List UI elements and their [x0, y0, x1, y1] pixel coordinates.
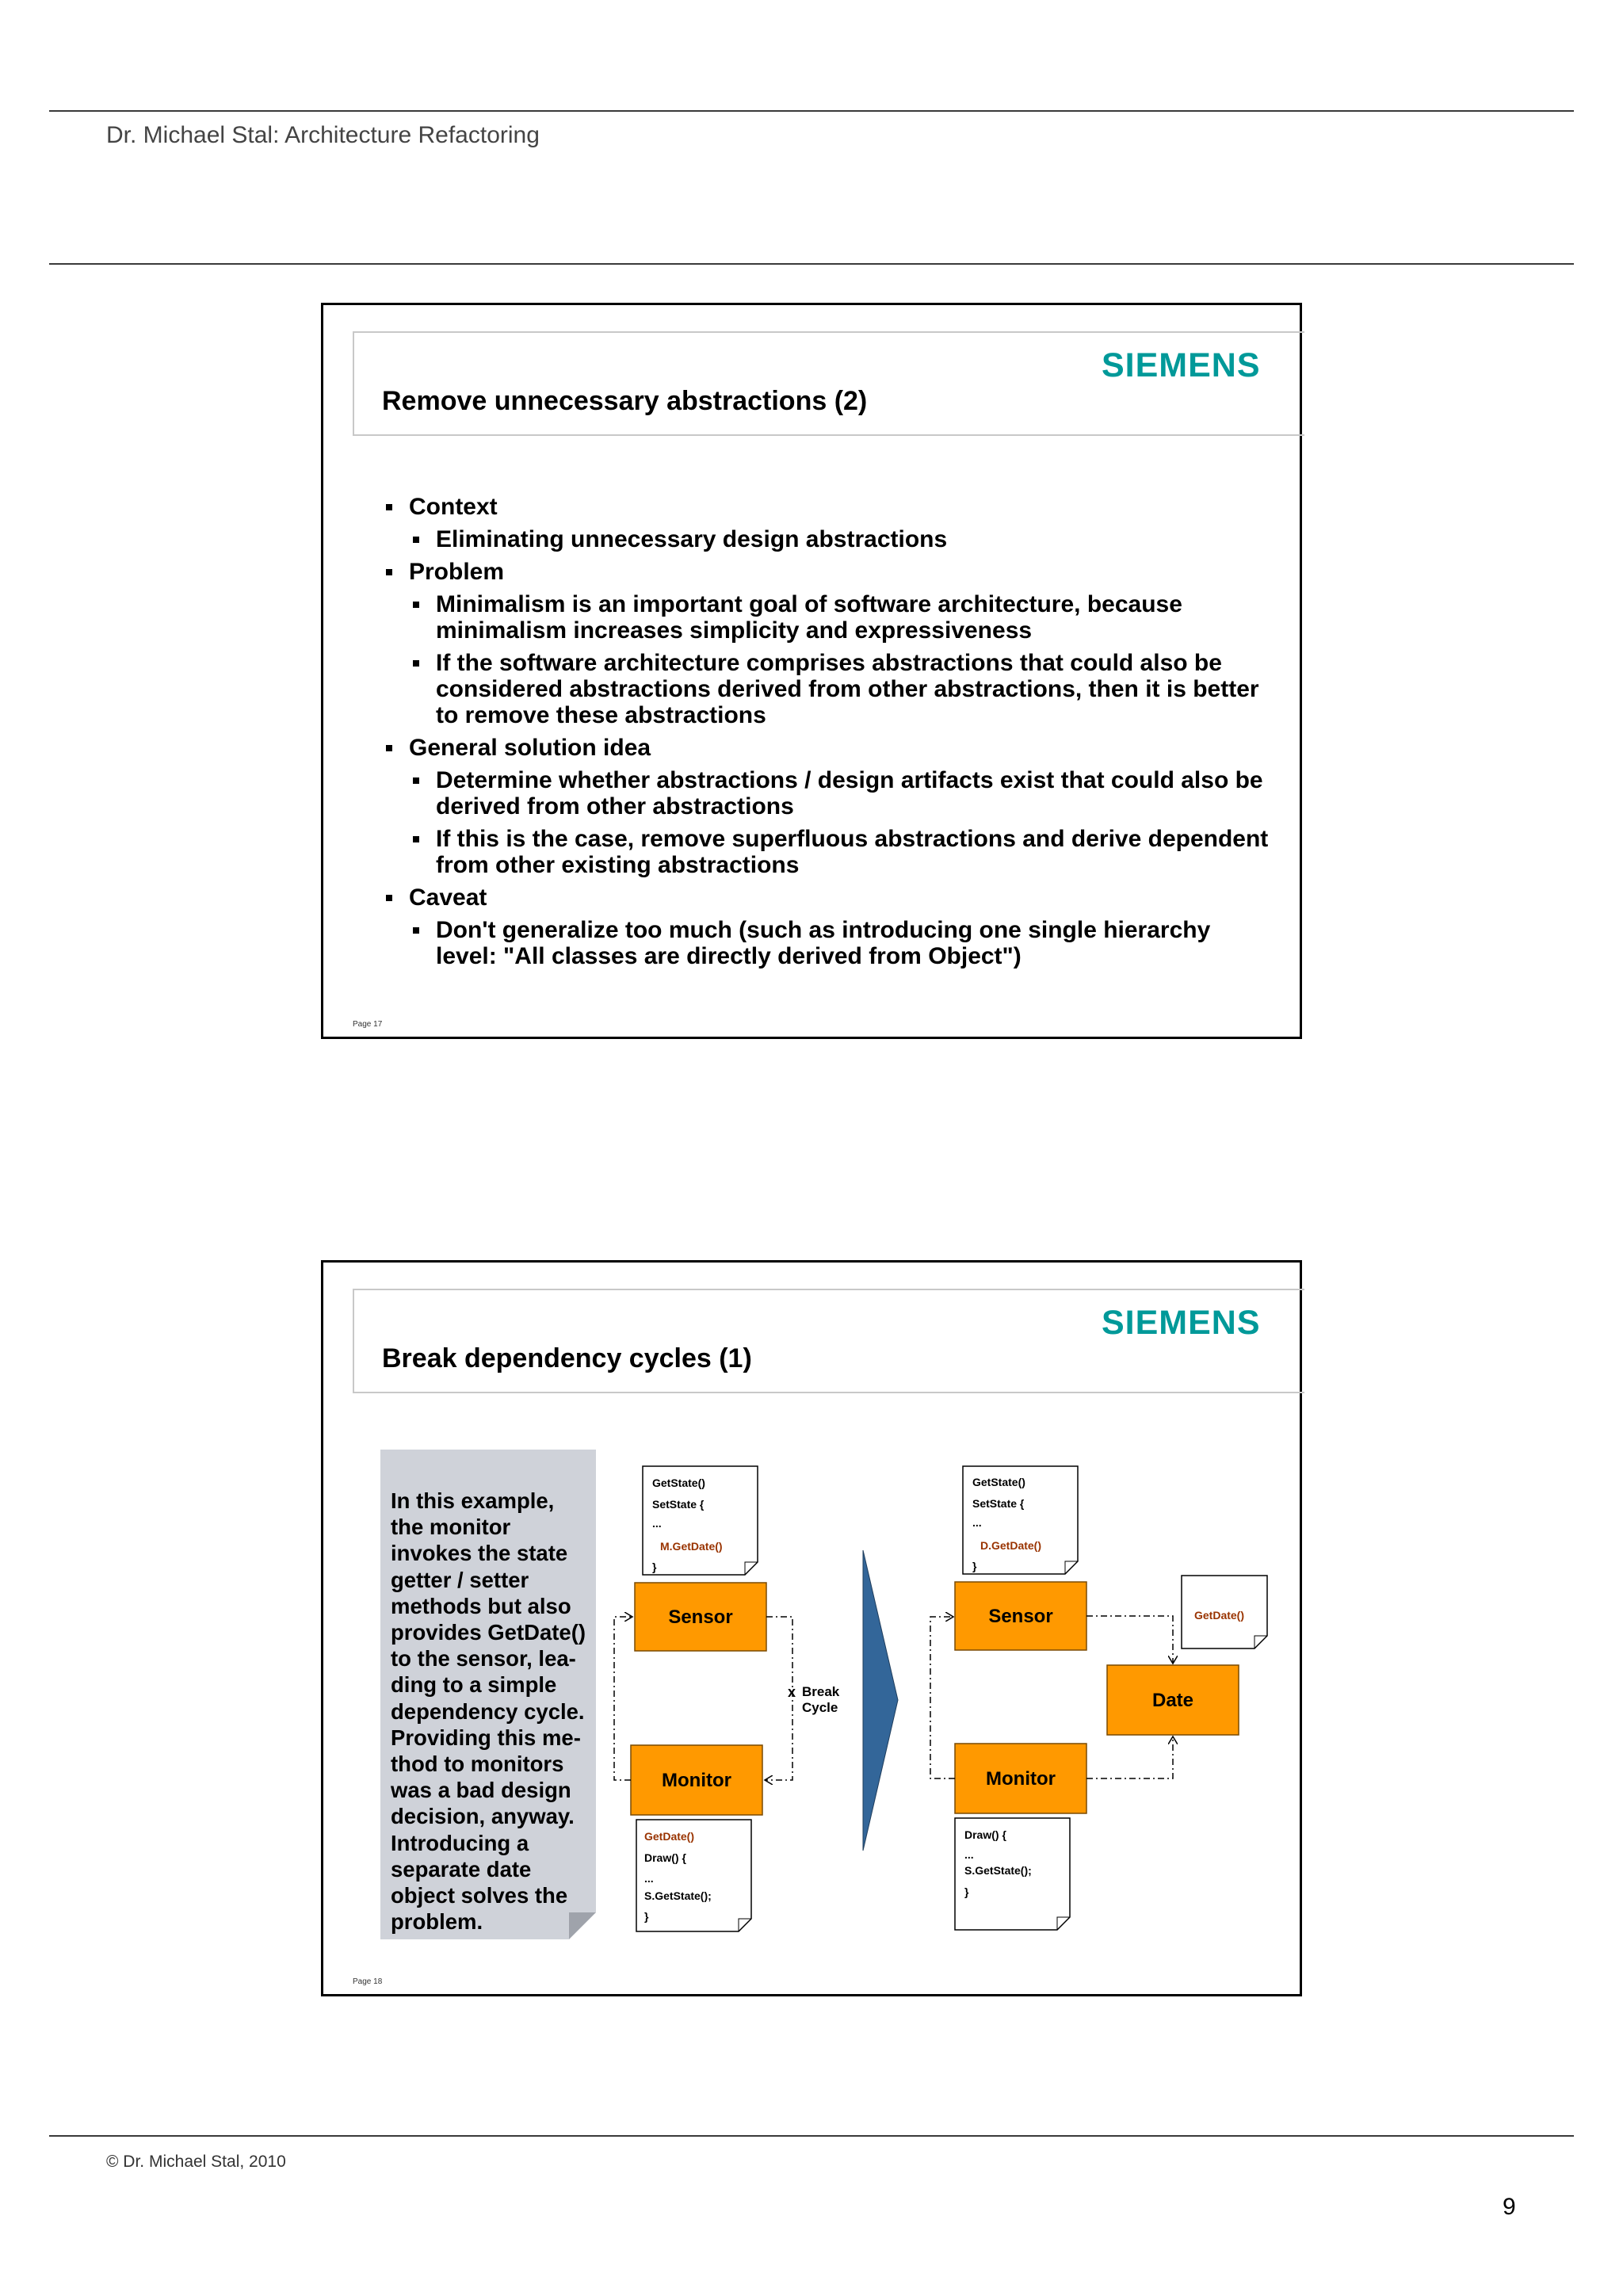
- siemens-logo: SIEMENS: [1102, 1304, 1261, 1342]
- code-line: }: [964, 1885, 969, 1898]
- bullet-list: [382, 487, 1277, 969]
- code-line-highlight: D.GetDate(): [980, 1539, 1042, 1552]
- bullet-item: Context: [382, 494, 1277, 520]
- bullet-item: Caveat: [382, 884, 1277, 911]
- code-line: GetState(): [972, 1476, 1025, 1488]
- note-line: problem.: [391, 1909, 483, 1935]
- code-line: }: [644, 1910, 649, 1923]
- note-line: was a bad design: [391, 1778, 571, 1803]
- sensor-label: Sensor: [988, 1606, 1053, 1627]
- break-mark: x: [788, 1684, 796, 1700]
- slide-page-label: Page 17: [353, 1020, 383, 1029]
- dependency-monitor-to-sensor: [930, 1617, 955, 1778]
- note-line: invokes the state: [391, 1541, 568, 1566]
- note-line: thod to monitors: [391, 1752, 564, 1777]
- bullet-item: General solution idea: [382, 735, 1277, 761]
- code-line: GetState(): [652, 1477, 705, 1489]
- slide-title: Break dependency cycles (1): [382, 1343, 752, 1373]
- code-line-highlight: GetDate(): [1194, 1609, 1245, 1622]
- code-line: }: [972, 1560, 977, 1572]
- slide-remove-abstractions: [321, 303, 1302, 1039]
- dependency-sensor-to-date: [1086, 1616, 1173, 1664]
- code-line: SetState {: [972, 1497, 1025, 1510]
- dependency-monitor-to-date: [1086, 1736, 1173, 1778]
- note-line: getter / setter: [391, 1567, 529, 1592]
- slide-break-dependency-cycles: [321, 1260, 1302, 1996]
- sub-bullet-item: If the software architecture comprises abstractions that could also be considered abstractions derived from other abstractions, then it is better to remove these abstractions: [382, 650, 1277, 728]
- date-label: Date: [1151, 1690, 1194, 1711]
- monitor-label: Monitor: [662, 1770, 731, 1791]
- code-line: Draw() {: [644, 1851, 686, 1864]
- dependency-monitor-to-sensor: [614, 1617, 632, 1780]
- note-line: to the sensor, lea-: [391, 1646, 576, 1671]
- break-cycle-label: Cycle: [802, 1700, 838, 1715]
- slide-page-label: Page 18: [353, 1977, 383, 1986]
- code-line: Draw() {: [964, 1828, 1006, 1841]
- bullet-item: Problem: [382, 559, 1277, 585]
- transformation-arrow: [863, 1550, 898, 1851]
- dependency-diagram: [323, 1263, 1304, 1999]
- siemens-logo: SIEMENS: [1102, 346, 1261, 384]
- code-line: SetState {: [652, 1498, 705, 1511]
- note-line: dependency cycle.: [391, 1698, 585, 1724]
- code-line: ...: [652, 1517, 662, 1530]
- note-line: Introducing a: [391, 1830, 529, 1855]
- footer-copyright: © Dr. Michael Stal, 2010: [106, 2153, 286, 2171]
- sub-bullet-item: Eliminating unnecessary design abstractions: [382, 526, 1277, 552]
- note-line: Providing this me-: [391, 1725, 581, 1750]
- code-line: ...: [644, 1872, 654, 1885]
- code-line-highlight: GetDate(): [644, 1830, 695, 1843]
- note-line: separate date: [391, 1856, 532, 1881]
- sensor-label: Sensor: [668, 1606, 733, 1628]
- note-line: In this example,: [391, 1488, 555, 1513]
- sub-bullet-item: Determine whether abstractions / design artifacts exist that could also be derived from other abstractions: [382, 767, 1277, 819]
- code-line: S.GetState();: [964, 1864, 1032, 1877]
- code-line: ...: [964, 1848, 974, 1861]
- header-rule-top: [49, 110, 1574, 112]
- header-rule-bottom: [49, 263, 1574, 265]
- code-line-highlight: M.GetDate(): [660, 1540, 723, 1553]
- footer-rule: [49, 2135, 1574, 2137]
- note-line: decision, anyway.: [391, 1804, 575, 1829]
- slide-title: Remove unnecessary abstractions (2): [382, 386, 868, 416]
- monitor-label: Monitor: [986, 1768, 1056, 1790]
- after-diagram: [930, 1466, 1267, 1930]
- sub-bullet-item: If this is the case, remove superfluous abstractions and derive dependent from other existing abstractions: [382, 826, 1277, 878]
- sub-bullet-item: Don't generalize too much (such as introducing one single hierarchy level: "All classes are directly derived from Object"): [382, 917, 1277, 969]
- before-diagram: [614, 1466, 840, 1931]
- note-line: ding to a simple: [391, 1672, 557, 1698]
- page-header: Dr. Michael Stal: Architecture Refactoring: [106, 122, 540, 148]
- page-number: 9: [1503, 2194, 1516, 2220]
- code-line: ...: [972, 1516, 982, 1529]
- note-line: the monitor: [391, 1515, 511, 1540]
- code-line: S.GetState();: [644, 1889, 712, 1902]
- note-line: provides GetDate(): [391, 1620, 586, 1645]
- sub-bullet-item: Minimalism is an important goal of software architecture, because minimalism increases simplicity and expressiveness: [382, 591, 1277, 644]
- note-line: methods but also: [391, 1593, 571, 1618]
- code-line: }: [652, 1561, 657, 1573]
- break-cycle-label: Break: [802, 1684, 840, 1699]
- note-line: object solves the: [391, 1883, 568, 1908]
